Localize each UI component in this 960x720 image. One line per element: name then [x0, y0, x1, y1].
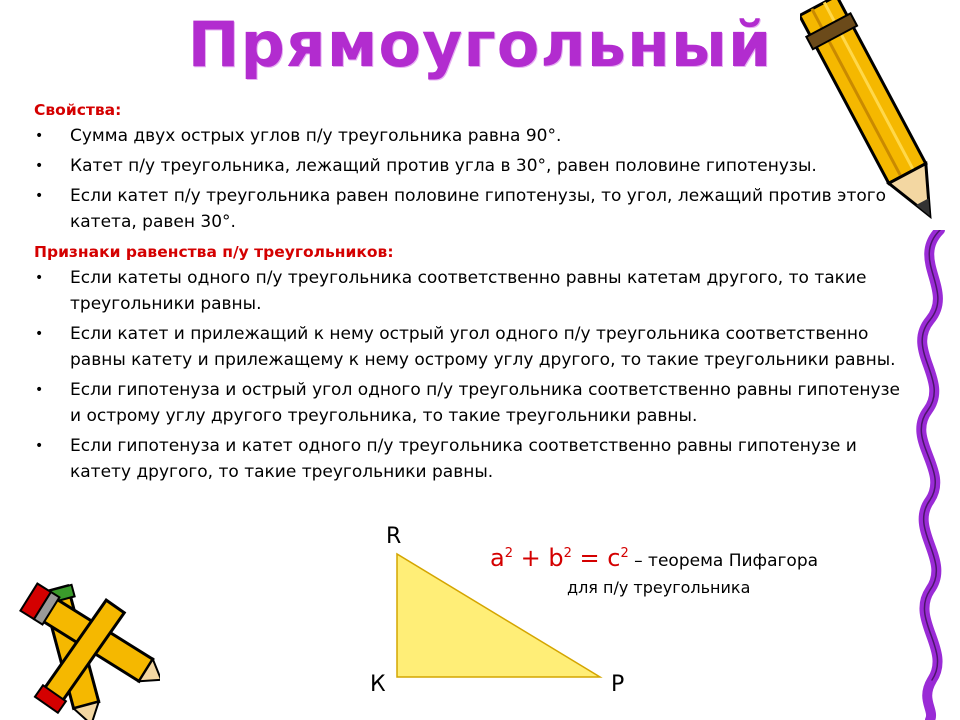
formula-expression: $a^2 + b^2 = c^2$ — [490, 544, 629, 572]
bullet-icon: • — [35, 326, 44, 342]
list-item: • Если катет и прилежащий к нему острый угол одного п/у треугольника соответственно равны катету и прилежащему к нему острому углу другого, то такие треугольники равны. — [32, 321, 912, 373]
pencil-icon — [800, 0, 960, 240]
list-item: • Если гипотенуза и острый угол одного п/у треугольника соответственно равны гипотенузе и острому углу другого треугольника, то такие треугольники равны. — [32, 377, 912, 429]
bullet-icon: • — [35, 158, 44, 174]
properties-heading: Свойства: — [34, 101, 122, 119]
criteria-list — [32, 265, 912, 485]
formula-caption: – теорема Пифагора — [628, 551, 819, 571]
list-item: • Если катеты одного п/у треугольника соответственно равны катетам другого, то такие треугольники равны. — [32, 265, 912, 317]
bullet-icon: • — [35, 382, 44, 398]
list-item: • Если гипотенуза и катет одного п/у треугольника соответственно равны гипотенузе и катету другого, то такие треугольники равны. — [32, 433, 912, 485]
formula-caption-line2: для п/у треугольника — [567, 578, 751, 597]
page-title: Прямоугольный — [187, 8, 773, 81]
vertex-label-p: P — [611, 672, 625, 697]
bullet-icon: • — [35, 270, 44, 286]
bullet-icon: • — [35, 438, 44, 454]
list-item: • Если катет п/у треугольника равен половине гипотенузы, то угол, лежащий против этого катета, равен 30°. — [32, 183, 912, 235]
bullet-icon: • — [35, 188, 44, 204]
list-item: • Катет п/у треугольника, лежащий против угла в 30°, равен половине гипотенузы. — [32, 153, 912, 179]
pythagoras-formula — [490, 544, 818, 572]
properties-list — [32, 123, 912, 235]
bullet-icon: • — [35, 128, 44, 144]
list-item: • Сумма двух острых углов п/у треугольника равна 90°. — [32, 123, 912, 149]
content — [32, 97, 912, 489]
vertex-label-k: К — [370, 672, 386, 697]
triangle-shape — [397, 554, 600, 677]
criteria-heading: Признаки равенства п/у треугольников: — [34, 243, 394, 261]
vertex-label-r: R — [386, 524, 402, 549]
pencils-icon — [0, 565, 160, 720]
wavy-line-decoration — [900, 230, 960, 720]
